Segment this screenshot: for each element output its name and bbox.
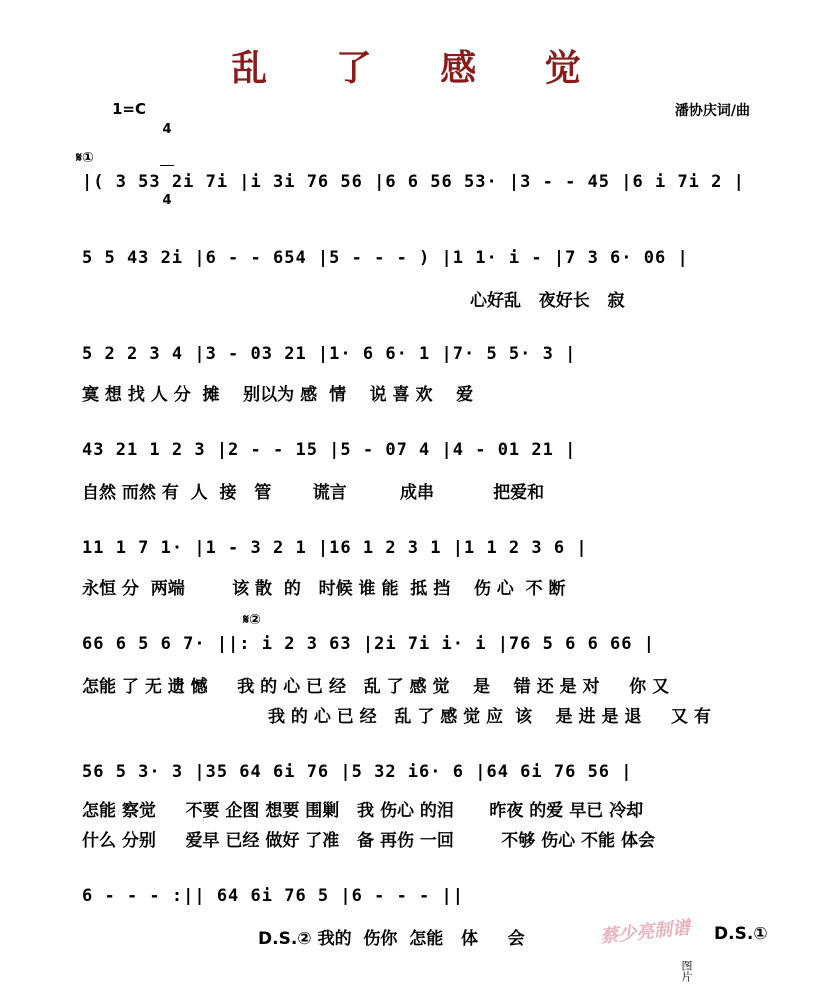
lyric-line-4: 永恒 分 两端 该 散 的 时候 谁 能 抵 挡 伤 心 不 断 xyxy=(82,579,566,599)
footer-mark: 图片 xyxy=(680,960,693,982)
ds-mark-1: D.S.① xyxy=(714,924,768,944)
notation-line-5: 11 1 7 1· |1 - 3 2 1 |16 1 2 3 1 |1 1 2 3 6 | xyxy=(82,538,588,558)
notation-line-8: 6 - - - :|| 64 6i 76 5 |6 - - - || xyxy=(82,886,464,906)
song-title: 乱 了 感 觉 xyxy=(231,48,609,89)
notation-line-2: 5 5 43 2i |6 - - 654 |5 - - - ) |1 1· i - |7 3 6· 06 | xyxy=(82,248,689,268)
key-signature: 1=C xyxy=(112,100,147,118)
time-sig-bar xyxy=(160,165,174,166)
notation-line-3: 5 2 2 3 4 |3 - 03 21 |1· 6 6· 1 |7· 5 5· 3 | xyxy=(82,344,577,364)
segno-mark-2: 𝄋② xyxy=(243,612,261,628)
lyric-line-9: D.S.② 我的 伤你 怎能 体 会 xyxy=(258,929,525,949)
notation-line-4: 43 21 1 2 3 |2 - - 15 |5 - 07 4 |4 - 01 21 | xyxy=(82,440,577,460)
segno-mark-1: 𝄋① xyxy=(76,150,94,166)
credit-line: 潘协庆词/曲 xyxy=(674,103,750,119)
notation-line-7: 56 5 3· 3 |35 64 6i 76 |5 32 i6· 6 |64 6i 76 56 | xyxy=(82,762,633,782)
lyric-line-8: 什么 分别 爱早 已经 做好 了准 备 再伤 一回 不够 伤心 不能 体会 xyxy=(82,831,655,851)
watermark-signature: 蔡少亮制谱 xyxy=(599,917,692,948)
lyric-line-3: 自然 而然 有 人 接 管 谎言 成串 把爱和 xyxy=(82,483,545,503)
lyric-line-7: 怎能 察觉 不要 企图 想要 围剿 我 伤心 的泪 昨夜 的爱 早已 冷却 xyxy=(82,801,644,821)
time-signature xyxy=(160,95,174,222)
lyric-line-1: 心好乱 夜好长 寂 xyxy=(470,291,625,311)
notation-line-6: 66 6 5 6 7· ||: i 2 3 63 |2i 7i i· i |76 5 6 6 66 | xyxy=(82,634,655,654)
lyric-line-6: 我 的 心 已 经 乱 了 感 觉 应 该 是 进 是 退 又 有 xyxy=(268,707,711,727)
time-sig-top: 4 xyxy=(162,122,172,137)
time-sig-bottom: 4 xyxy=(162,193,172,208)
lyric-line-2: 寞 想 找 人 分 摊 别以为 感 情 说 喜 欢 爱 xyxy=(82,385,474,405)
notation-line-1: |( 3 53 2i 7i |i 3i 76 56 |6 6 56 53· |3 - - 45 |6 i 7i 2 | xyxy=(82,172,745,192)
lyric-line-5: 怎能 了 无 遗 憾 我 的 心 已 经 乱 了 感 觉 是 错 还 是 对 你 又 xyxy=(82,677,670,697)
